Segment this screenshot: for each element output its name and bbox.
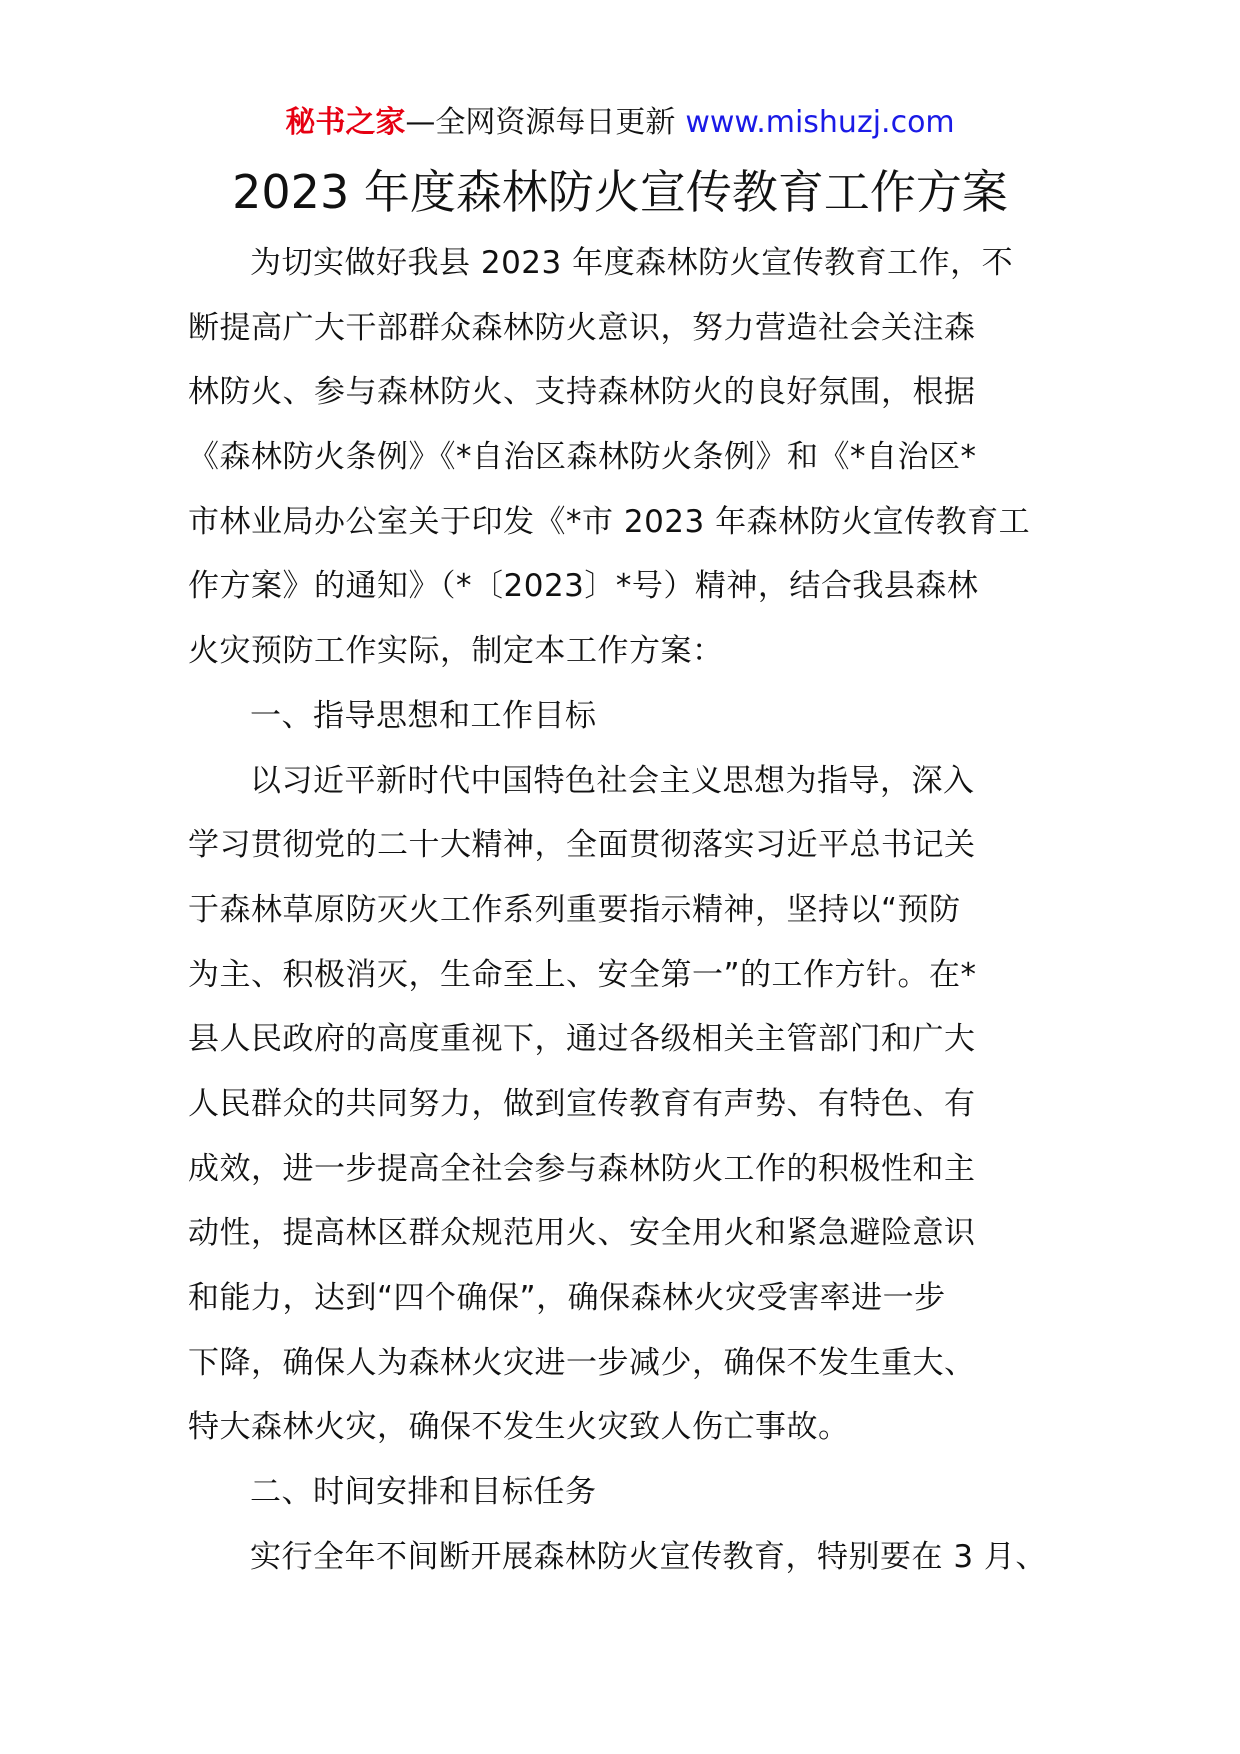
document-title: 2023 年度森林防火宣传教育工作方案 (232, 165, 1008, 219)
paragraph-line: 人民群众的共同努力，做到宣传教育有声势、有特色、有 (188, 1085, 976, 1122)
paragraph-line: 下降，确保人为森林火灾进一步减少，确保不发生重大、 (188, 1344, 976, 1381)
section-heading: 一、指导思想和工作目标 (250, 697, 597, 734)
paragraph-line: 动性，提高林区群众规范用火、安全用火和紧急避险意识 (188, 1215, 976, 1252)
paragraph-line: 于森林草原防灭火工作系列重要指示精神，坚持以“预防 (188, 891, 961, 928)
paragraph-line: 为主、积极消灭，生命至上、安全第一”的工作方针。在* (188, 956, 977, 993)
paragraph-line: 实行全年不间断开展森林防火宣传教育，特别要在 3 月、 (250, 1538, 1047, 1575)
brand-name: 秘书之家 (285, 105, 406, 140)
paragraph-line: 和能力，达到“四个确保”，确保森林火灾受害率进一步 (188, 1280, 946, 1316)
paragraph-line: 学习贯彻党的二十大精神，全面贯彻落实习近平总书记关 (188, 827, 976, 864)
paragraph-line: 市林业局办公室关于印发《*市 2023 年森林防火宣传教育工 (188, 503, 1031, 540)
site-url-link[interactable]: www.mishuzj.com (685, 105, 955, 140)
paragraph-line: 成效，进一步提高全社会参与森林防火工作的积极性和主 (188, 1150, 976, 1187)
section-heading: 二、时间安排和目标任务 (250, 1474, 597, 1511)
document-body (188, 231, 1078, 1589)
paragraph-line: 特大森林火灾，确保不发生火灾致人伤亡事故。 (188, 1409, 850, 1446)
paragraph-line: 《森林防火条例》《*自治区森林防火条例》和《*自治区* (188, 439, 977, 476)
banner-slogan: —全网资源每日更新 (405, 105, 676, 140)
site-banner (0, 100, 1240, 146)
paragraph-line: 作方案》的通知》（*〔2023〕*号）精神，结合我县森林 (188, 568, 979, 605)
paragraph-line: 断提高广大干部群众森林防火意识，努力营造社会关注森 (188, 309, 976, 346)
paragraph-line: 县人民政府的高度重视下，通过各级相关主管部门和广大 (188, 1021, 976, 1058)
paragraph-line: 林防火、参与森林防火、支持森林防火的良好氛围，根据 (188, 374, 976, 411)
paragraph-line: 以习近平新时代中国特色社会主义思想为指导，深入 (250, 762, 975, 799)
paragraph-line: 为切实做好我县 2023 年度森林防火宣传教育工作，不 (250, 245, 1014, 281)
paragraph-line: 火灾预防工作实际，制定本工作方案： (188, 633, 724, 670)
